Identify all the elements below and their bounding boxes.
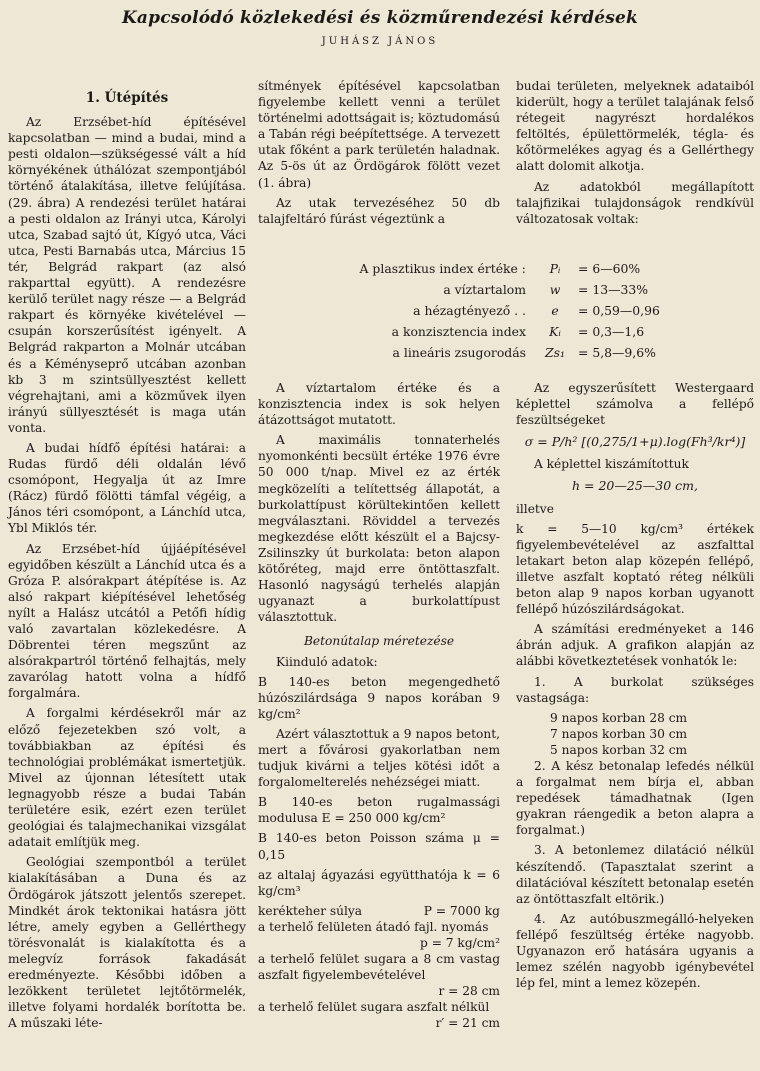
formula-symbol: Kᵢ	[549, 324, 561, 339]
data-value: p = 7 kg/cm²	[420, 936, 500, 950]
column-3-bottom	[516, 380, 754, 995]
data-label: a terhelő felületen átadó fajl. nyomás	[258, 919, 489, 934]
paragraph: 1. A burkolat szükséges vastagsága:	[516, 674, 754, 705]
paragraph: B 140-es beton Poisson száma μ = 0,15	[258, 831, 500, 862]
data-value: r = 28 cm	[438, 984, 500, 999]
formula-label: a konzisztencia index	[391, 324, 526, 339]
paragraph: A budai hídfő építési határai: a Rudas fürdő déli oldalán lévő csomópont, Hegyalja út az Imre (Rácz) fürdő fölötti támfal végéig, a János téri csomópont, a Lánchíd utca, Ybl Miklós tér.	[8, 440, 246, 536]
paragraph: A képlettel kiszámítottuk	[534, 457, 689, 472]
formula-label: a lineáris zsugorodás	[392, 345, 526, 360]
formula-symbol: e	[551, 303, 559, 318]
formula-row	[258, 342, 758, 363]
paragraph: Kiinduló adatok:	[276, 654, 378, 669]
paragraph: Az Erzsébet-híd újjáépítésével egyidőben készült a Lánchíd utca és a Gróza P. alsórakpart átépítése is. Az alsó rakpart kiépítésével lehetőség nyílt a Halász utcától a Petőfi hídig való zavartalan közlekedésre. A Döbrentei téren megszűnt az alsórakpartról történő felhajtás, mely zavarólag hatott volna a hídfő forgalmára.	[8, 541, 246, 701]
formula-symbol: w	[549, 282, 561, 297]
formula-row	[258, 279, 758, 300]
data-row	[258, 903, 500, 919]
formula-row	[258, 321, 758, 342]
formula-row	[258, 258, 758, 279]
paragraph: sítmények építésével kapcsolatban figyelembe kellett venni a terület történelmi adottságait is; köztudomású a Tabán régi beépítettsége. A tervezett utak főként a park területén haladnak. Az 5-ös út az Ördögárok fölött vezet (1. ábra)	[258, 79, 501, 190]
subheading: Betonútalap méretezése	[303, 634, 455, 649]
article-title: Kapcsolódó közlekedési és közműrendezési kérdések	[121, 8, 639, 28]
paragraph: Az egyszerűsített Westergaard képlettel számolva a fellépő feszültségeket	[516, 381, 754, 428]
formula-line: h = 20—25—30 cm,	[572, 478, 698, 494]
section-heading: 1. Útépítés	[85, 90, 169, 106]
list-item: 7 napos korban 30 cm	[550, 726, 688, 741]
formula-symbol: Pᵢ	[549, 261, 561, 276]
column-3-top	[516, 78, 754, 231]
paragraph: Geológiai szempontból a terület kialakításában a Duna és az Ördögárok játszott jelentős szerepet. Mindkét árok tektonikai hatásra jött létre, amely egyben a Gellérthegy törésvonalát is kialakította és a melegvíz források fakadását eredményezte. Későbbi időben a lezökkent területet lejtőtörmelék, illetve folyami hordalék borította be. A műszaki léte-	[8, 855, 246, 1031]
paragraph: A víztartalom értéke és a konzisztencia index is sok helyen átázottságot mutatott.	[258, 381, 500, 428]
paragraph: budai területen, melyeknek adataiból kiderült, hogy a terület talajának felső rétegeit nagyrészt hordalékos feltöltés, épülettörmelék, tégla- és kőtörmelékes agyag és a Gellérthegy alatt dolomit alkotja.	[516, 79, 754, 174]
paragraph: illetve	[516, 501, 554, 516]
data-value: r′ = 21 cm	[435, 1016, 500, 1031]
formula-label: A plasztikus index értéke :	[359, 261, 526, 276]
column-2-bottom	[258, 380, 500, 1032]
formula-value: = 0,3—1,6	[578, 324, 645, 339]
list-item: 9 napos korban 28 cm	[550, 710, 688, 725]
westergaard-formula: σ = P/h² [(0,275/1+μ).log(Fh³/kr⁴)]	[524, 434, 746, 450]
column-2-top	[258, 78, 500, 231]
paragraph: az altalaj ágyazási együtthatója k = 6 kg/cm³	[258, 867, 500, 898]
formula-symbol: Zs₁	[545, 345, 565, 360]
paragraph: Azért választottuk a 9 napos betont, mert a fővárosi gyakorlatban nem tudjuk kivárni a teljes kötési időt a forgalomelterelés nehézségei miatt.	[258, 726, 500, 790]
paragraph: A maximális tonnaterhelés nyomonkénti becsült értéke 1976 évre 50 000 t/nap. Mivel ez az érték megközelíti a telítettség állapotát, a burkolattípust körültekintően kellett megválasztani. Röviddel a tervezés megkezdése előtt készült el a Bajcsy-Zsilinszky út burkolata: beton alapon kötőréteg, majd erre öntöttaszfalt. Hasonló nagyságú terhelés alapján ugyanazt a burkolattípust választottuk.	[258, 433, 500, 625]
formula-row	[258, 300, 758, 321]
article-author: JUHÁSZ JÁNOS	[321, 36, 439, 47]
formula-value: = 6—60%	[578, 261, 641, 276]
paragraph: 3. A betonlemez dilatáció nélkül készítendő. (Tapasztalat szerint a dilatációval készített betonalap esetén az öntöttaszfalt eltörik.)	[516, 843, 754, 906]
paragraph: B 140-es beton rugalmassági modulusa E = 250 000 kg/cm²	[258, 795, 500, 826]
data-label: kerékteher súlya	[258, 903, 363, 918]
data-value: P = 7000 kg	[423, 903, 500, 918]
column-1	[8, 90, 246, 1035]
paragraph: Az Erzsébet-híd építésével kapcsolatban — mind a budai, mind a pesti oldalon—szükségessé vált a híd környékének úthálózat szempontjából történő átalakítása, illetve felújítása. (29. ábra) A rendezési terület határai a pesti oldalon az Irányi utca, Károlyi utca, Szabad sajtó út, Kígyó utca, Váci utca, Pesti Barnabás utca, Március 15 tér, Belgrád rakpart (az alsó rakparttal együtt). A rendezésre kerülő terület nagy része — a Belgrád rakpart és környéke kivételével — csupán korszerűsítést igényelt. A Belgrád rakparton a Molnár utcában és a Kéményseprő utcában azonban kb 3 m szintsüllyesztést kellett végrehajtani, ami a közművek ilyen irányú süllyesztését is maga után vonta.	[8, 115, 246, 435]
data-label: a terhelő felület sugara aszfalt nélkül	[258, 1000, 490, 1015]
formula-label: a hézagtényező . .	[413, 303, 526, 318]
paragraph: Az utak tervezéséhez 50 db talajfeltáró fúrást végeztünk a	[258, 195, 500, 226]
paragraph: A számítási eredményeket a 146 ábrán adjuk. A grafikon alapján az alábbi következtetések vonhatók le:	[516, 622, 754, 669]
paragraph: B 140-es beton megengedhető húzószilárdsága 9 napos korában 9 kg/cm²	[258, 674, 500, 721]
paragraph: 2. A kész betonalap lefedés nélkül a forgalmat nem bírja el, abban repedések támadhatnak (Igen gyakran ráengedik a beton alapra a forgalmat.)	[516, 758, 754, 838]
paragraph: A forgalmi kérdésekről már az előző fejezetekben szó volt, a továbbiakban az építési és technológiai problémákat ismertetjük. Mivel az újonnan létesített utak legnagyobb része a budai Tabán területére esik, ezért ezen terület geológiai és talajmechanikai vizsgálat adatait említjük meg.	[8, 706, 246, 850]
formula-value: = 0,59—0,96	[578, 303, 660, 318]
paragraph: 4. Az autóbuszmegálló-helyeken fellépő feszültség értéke nagyobb. Ugyanazon erő hatására ugyanis a lemez szélén nagyobb igénybevétel lép fel, mint a lemez közepén.	[516, 911, 754, 991]
formula-value: = 13—33%	[578, 282, 649, 297]
paragraph: Az adatokból megállapított talajfizikai tulajdonságok rendkívül változatosak voltak:	[516, 179, 754, 226]
soil-properties-table	[258, 258, 758, 363]
data-label: a terhelő felület sugara a 8 cm vastag aszfalt figyelembevételével	[258, 952, 500, 983]
formula-label: a víztartalom	[443, 282, 526, 297]
formula-value: = 5,8—9,6%	[578, 345, 656, 360]
paragraph: k = 5—10 kg/cm³ értékek figyelembevételével az aszfalttal letakart beton alap közepén fellépő, illetve aszfalt koptató réteg nélküli beton alap 9 napos korban ugyanott fellépő húzószilárdságokat.	[516, 521, 754, 617]
list-item: 5 napos korban 32 cm	[550, 742, 688, 757]
